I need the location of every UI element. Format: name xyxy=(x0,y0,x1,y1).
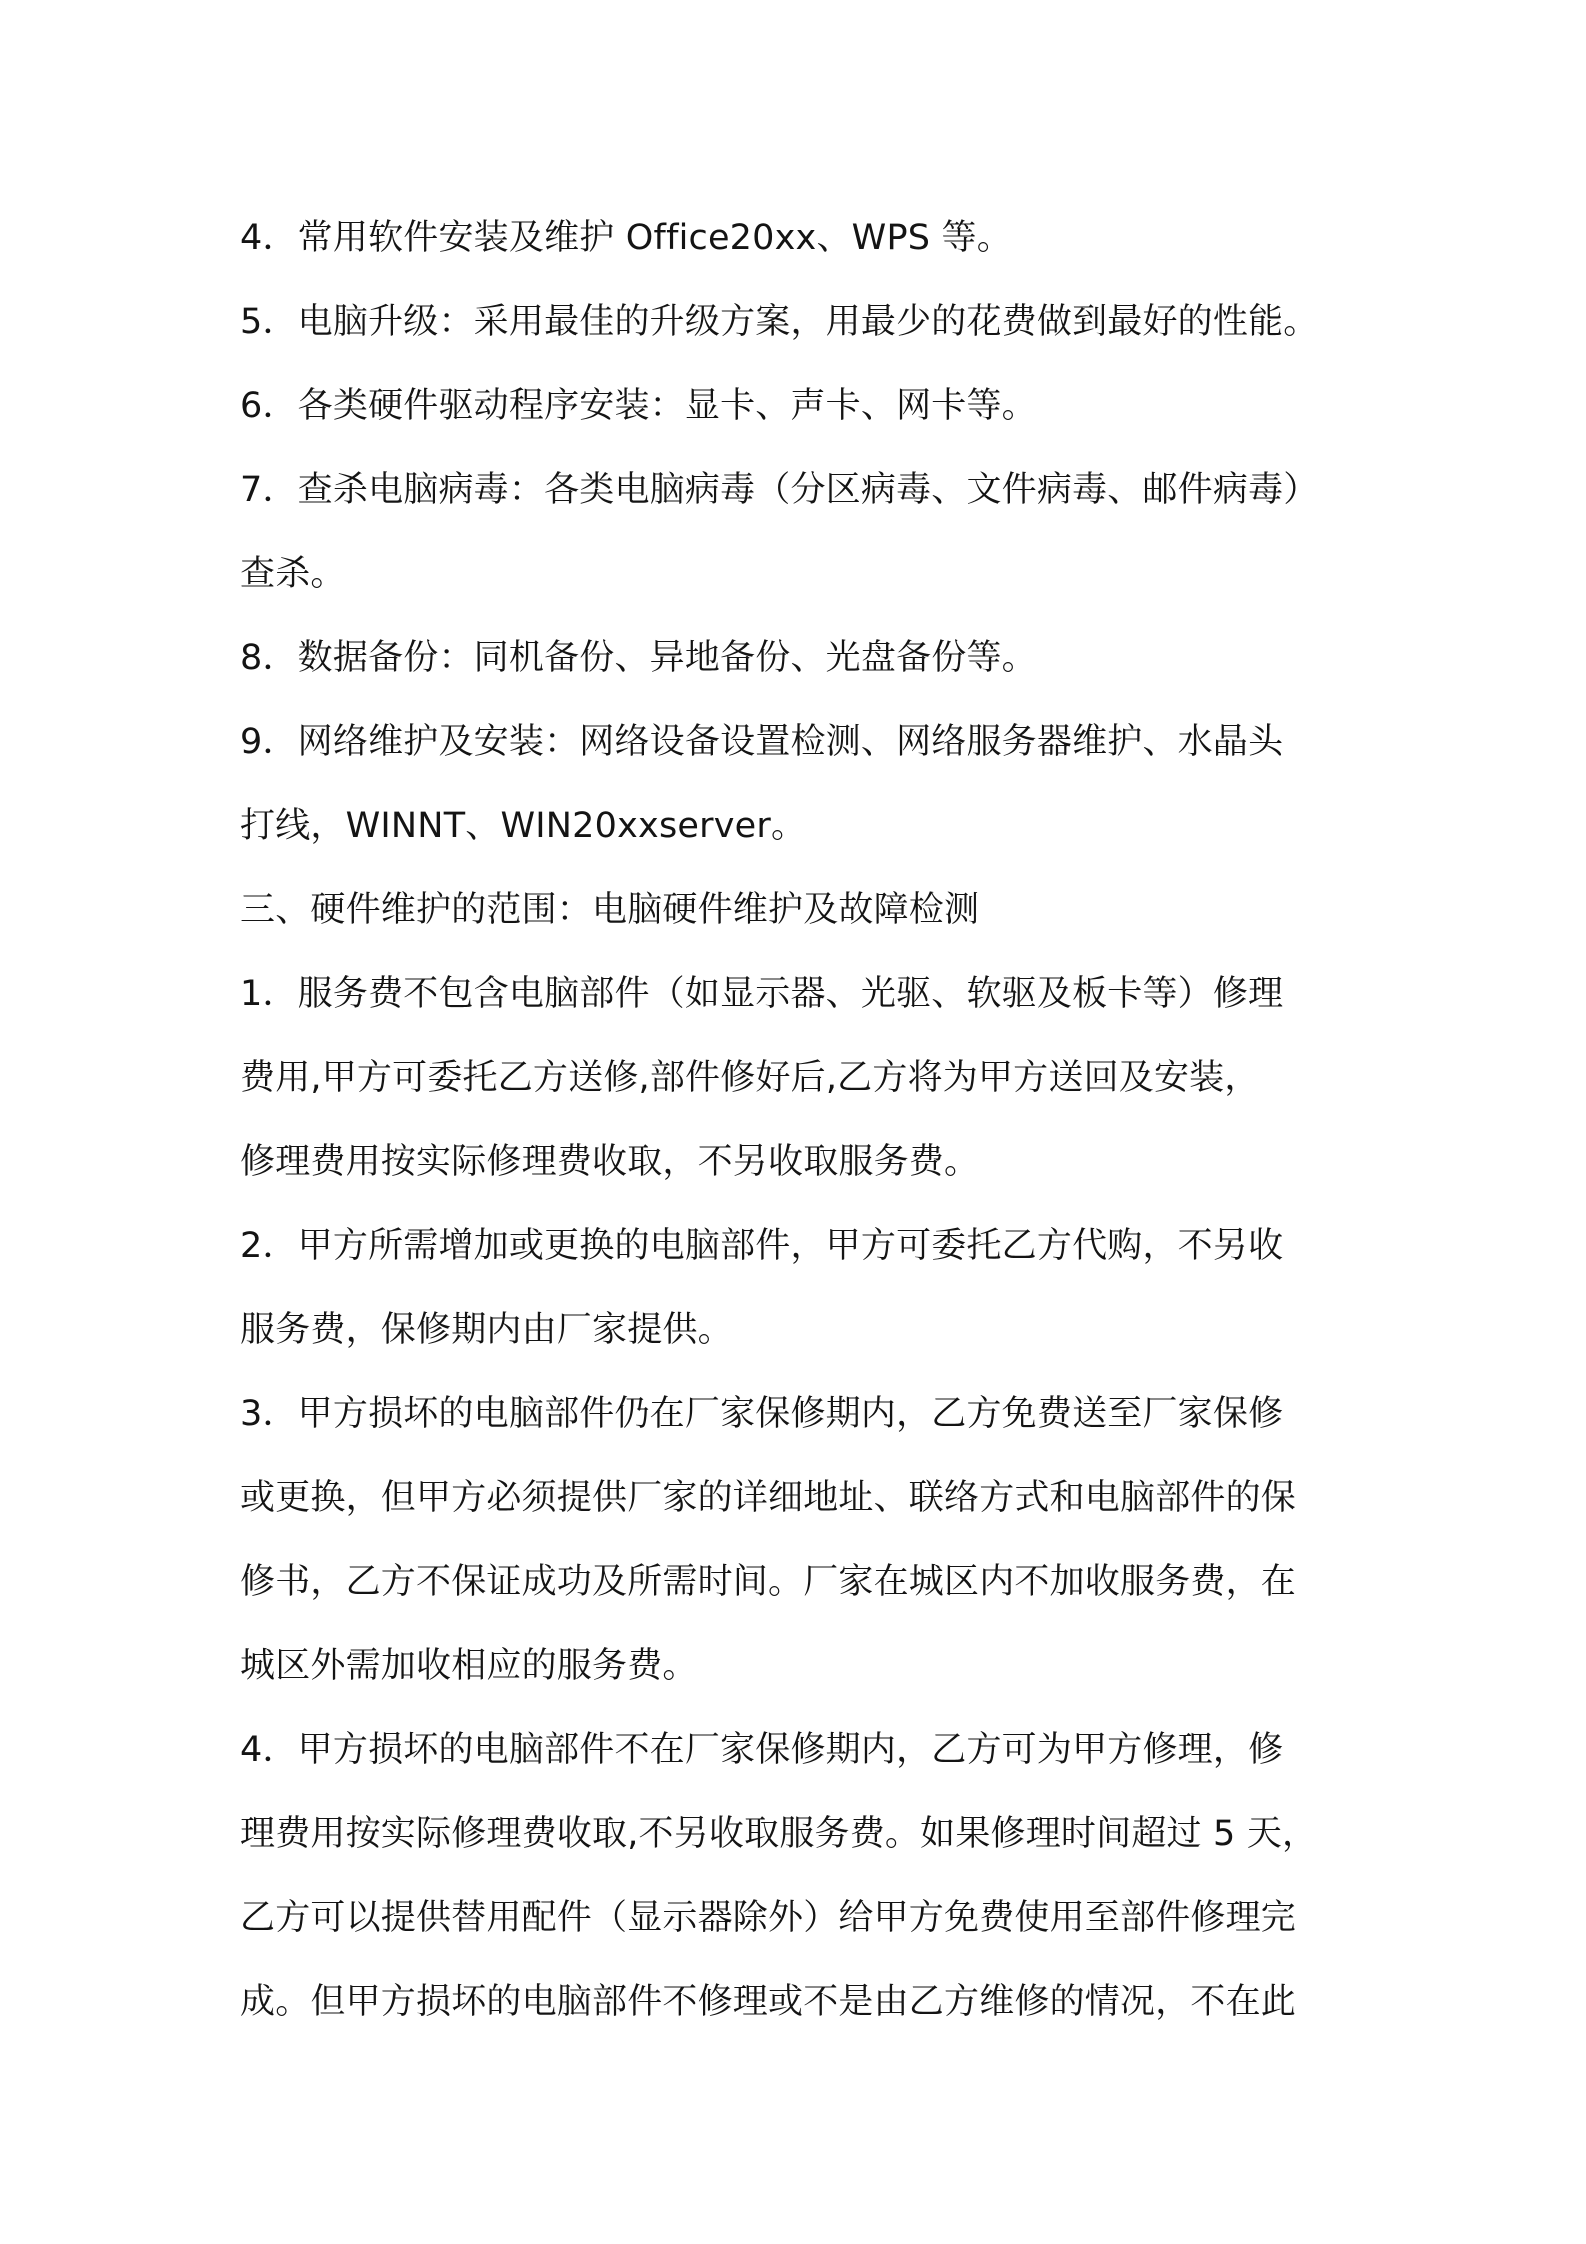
text-line: 8．数据备份：同机备份、异地备份、光盘备份等。 xyxy=(240,638,1037,678)
text-line: 1．服务费不包含电脑部件（如显示器、光驱、软驱及板卡等）修理 xyxy=(240,974,1284,1014)
text-line: 成。但甲方损坏的电脑部件不修理或不是由乙方维修的情况，不在此 xyxy=(240,1982,1297,2022)
text-line: 费用,甲方可委托乙方送修,部件修好后,乙方将为甲方送回及安装， xyxy=(240,1058,1260,1098)
text-line: 修理费用按实际修理费收取，不另收取服务费。 xyxy=(240,1142,980,1182)
text-line: 5．电脑升级：采用最佳的升级方案，用最少的花费做到最好的性能。 xyxy=(240,302,1319,342)
text-line: 城区外需加收相应的服务费。 xyxy=(240,1646,698,1686)
text-line: 7．查杀电脑病毒：各类电脑病毒（分区病毒、文件病毒、邮件病毒） xyxy=(240,470,1319,510)
text-line: 4．甲方损坏的电脑部件不在厂家保修期内，乙方可为甲方修理，修 xyxy=(240,1730,1284,1770)
document-body xyxy=(240,196,1365,2044)
text-line: 6．各类硬件驱动程序安装：显卡、声卡、网卡等。 xyxy=(240,386,1037,426)
text-line: 4．常用软件安装及维护 Office20xx、WPS 等。 xyxy=(240,218,1012,258)
text-line: 理费用按实际修理费收取,不另收取服务费。如果修理时间超过 5 天， xyxy=(240,1814,1318,1854)
text-line: 3．甲方损坏的电脑部件仍在厂家保修期内，乙方免费送至厂家保修 xyxy=(240,1394,1284,1434)
text-line: 查杀。 xyxy=(240,554,346,594)
text-line: 9．网络维护及安装：网络设备设置检测、网络服务器维护、水晶头 xyxy=(240,722,1284,762)
text-line: 乙方可以提供替用配件（显示器除外）给甲方免费使用至部件修理完 xyxy=(240,1898,1297,1938)
text-line: 打线，WINNT、WIN20xxserver。 xyxy=(240,806,807,846)
section-heading: 三、硬件维护的范围：电脑硬件维护及故障检测 xyxy=(240,890,980,930)
text-line: 服务费，保修期内由厂家提供。 xyxy=(240,1310,733,1350)
text-line: 2．甲方所需增加或更换的电脑部件，甲方可委托乙方代购，不另收 xyxy=(240,1226,1284,1266)
text-line: 或更换，但甲方必须提供厂家的详细地址、联络方式和电脑部件的保 xyxy=(240,1478,1297,1518)
text-line: 修书，乙方不保证成功及所需时间。厂家在城区内不加收服务费，在 xyxy=(240,1562,1297,1602)
